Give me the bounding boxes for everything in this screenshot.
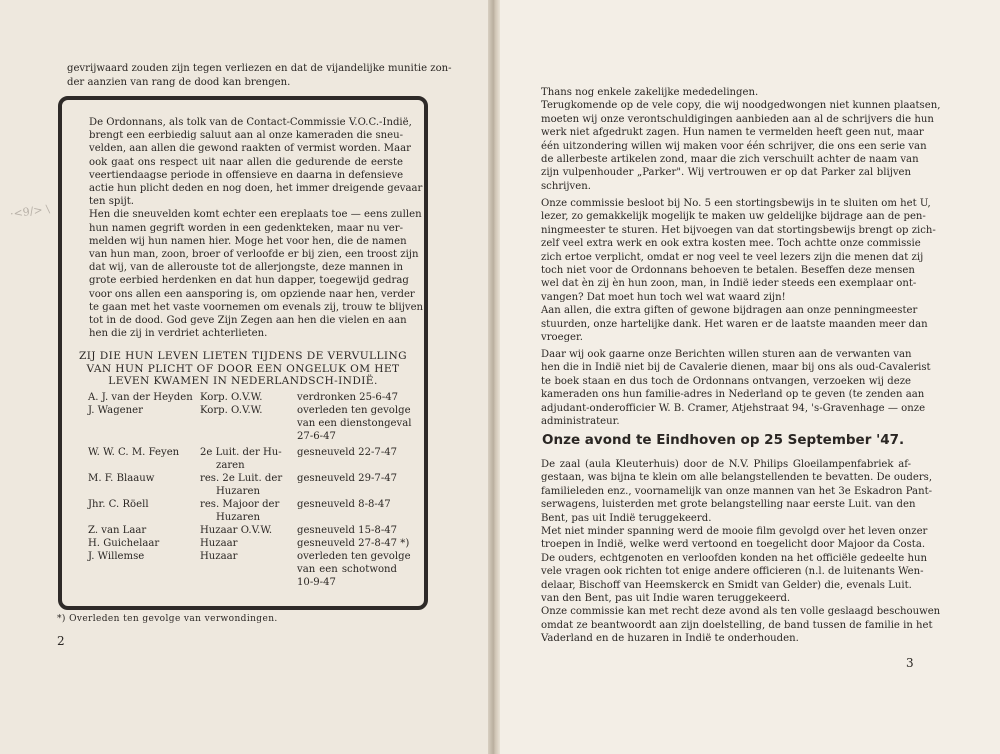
text-line: administrateur.: [541, 416, 620, 427]
text-line: delaar, Bischoff van Heemskerck en Smidt van Gelder) die, evenals Luit.: [541, 579, 912, 591]
fallen-name: M. F. Blaauw: [88, 473, 155, 484]
fallen-name: Jhr. C. Röell: [88, 499, 149, 510]
fallen-name: Z. van Laar: [88, 525, 147, 536]
text-line: familieleden enz., voornamelijk van onze mannen van het 3e Eskadron Pant-: [541, 485, 933, 497]
text-line: hen die in Indië niet bij de Cavalerie dienen, maar bij ons als oud-Cavalerist: [541, 362, 931, 374]
fallen-name: A. J. van der Heyden: [88, 392, 193, 403]
text-line: hen die zij in verdriet achterlieten.: [89, 328, 268, 340]
fallen-rank: Korp. O.V.W.: [200, 392, 263, 403]
text-line: brengt een eerbiedig saluut aan al onze kameraden die sneu-: [89, 130, 404, 142]
fallen-rank: Huzaren: [216, 486, 260, 498]
text-line: De Ordonnans, als tolk van de Contact-Commissie V.O.C.-Indië,: [89, 117, 412, 128]
fallen-rank: res. Majoor der: [200, 499, 280, 510]
text-line: van den Bent, pas uit Indie waren teruggekeerd.: [541, 593, 791, 604]
text-line: één uitzondering willen wij maken voor één schrijver, die ons een serie van: [541, 140, 927, 152]
text-line: werk niet afgedrukt zagen. Hun namen te vermelden heeft geen nut, maar: [541, 127, 924, 139]
text-line: vroeger.: [541, 332, 583, 343]
fallen-rank: 2e Luit. der Hu-: [200, 447, 282, 458]
text-line: gevrijwaard zouden zijn tegen verliezen en dat de vijandelijke munitie zon-: [67, 63, 452, 74]
text-line: Terugkomende op de vele copy, die wij noodgedwongen niet kunnen plaatsen,: [541, 100, 941, 112]
fallen-rank: Korp. O.V.W.: [200, 405, 263, 416]
text-line: tot in de dood. God geve Zijn Zegen aan hen die vielen en aan: [89, 315, 407, 326]
text-line: zich ertoe verplicht, omdat er nog veel te veel lezers zijn die menen dat zij: [541, 251, 924, 263]
fallen-fate: van een dienstongeval: [297, 418, 412, 430]
text-line: stuurden, onze hartelijke dank. Het waren er de laatste maanden meer dan: [541, 318, 928, 330]
fallen-fate: gesneuveld 27-8-47 *): [297, 538, 410, 549]
footnote: *) Overleden ten gevolge van verwondingen.: [57, 614, 278, 624]
text-line: zijn vulpenhouder „Parker". Wij vertrouwen er op dat Parker zal blijven: [541, 167, 911, 179]
fallen-fate: overleden ten gevolge: [297, 551, 411, 562]
fallen-rank: Huzaar O.V.W.: [200, 525, 273, 536]
text-line: Met niet minder spanning werd de mooie film gevolgd over het leven onzer: [541, 526, 928, 537]
fallen-fate: overleden ten gevolge: [297, 405, 411, 416]
text-line: veertiendaagse periode in offensieve en daarna in defensieve: [89, 169, 404, 181]
text-line: vangen? Dat moet hun toch wel wat waard zijn!: [541, 291, 786, 303]
text-line: omdat ze beantwoordt aan zijn doelstelling, de band tussen de familie in het: [541, 619, 933, 631]
fallen-fate: 27-6-47: [297, 431, 336, 443]
text-line: hun namen gegrift worden in een gedenkteken, maar nu ver-: [89, 222, 403, 234]
text-line: troepen in Indië, welke werd vertoond en toegelicht door Majoor da Costa.: [541, 539, 926, 551]
text-line: Onze commissie besloot bij No. 5 een stortingsbewijs in te sluiten om het U,: [541, 198, 931, 209]
fallen-rank: Huzaren: [216, 512, 260, 524]
text-line: wel dat èn zij èn hun zoon, man, in Indië ieder steeds een exemplaar ont-: [541, 278, 917, 290]
text-line: ningmeester te sturen. Het bijvoegen van dat stortingsbewijs brengt op zich-: [541, 224, 936, 236]
memorial-heading-line: VAN HUN PLICHT OF DOOR EEN ONGELUK OM HET: [86, 362, 400, 375]
text-line: Aan allen, die extra giften of gewone bijdragen aan onze penningmeester: [541, 305, 918, 317]
text-line: Bent, pas uit Indië teruggekeerd.: [541, 512, 712, 524]
text-line: te boek staan en dus toch de Ordonnans ontvangen, verzoeken wij deze: [541, 375, 911, 387]
text-line: serwagens, luisterden met grote belangstelling naar eerste Luit. van den: [541, 499, 916, 511]
text-line: dat wij, van de allerouste tot de allerjongste, deze mannen in: [89, 262, 403, 274]
fallen-name: W. W. C. M. Feyen: [88, 447, 180, 458]
fallen-rank: zaren: [216, 460, 245, 472]
text-line: van hun man, zoon, broer of verloofde er bij zien, een troost zijn: [89, 249, 419, 260]
text-line: Daar wij ook gaarne onze Berichten willen sturen aan de verwanten van: [541, 349, 912, 360]
fallen-fate: 10-9-47: [297, 577, 336, 589]
text-line: voor ons allen een aansporing is, om opziende naar hen, verder: [89, 288, 415, 300]
faint-stamp: ·<9/> \: [9, 202, 51, 221]
text-line: grote eerbied herdenken en dat hun dapper, toegewijd gedrag: [89, 275, 409, 287]
page-number-right: 3: [906, 656, 914, 670]
text-line: Vaderland en de huzaren in Indië te onderhouden.: [541, 633, 799, 645]
fallen-name: J. Wagener: [88, 405, 143, 416]
page-number-left: 2: [57, 634, 65, 648]
text-line: toch niet voor de Ordonnans behoeven te betalen. Beseffen deze mensen: [541, 265, 915, 276]
text-line: Thans nog enkele zakelijke mededelingen.: [541, 87, 759, 98]
fallen-fate: gesneuveld 15-8-47: [297, 525, 398, 536]
fallen-name: H. Guichelaar: [88, 538, 160, 549]
fallen-fate: gesneuveld 8-8-47: [297, 499, 391, 510]
fallen-rank: res. 2e Luit. der: [200, 473, 283, 484]
text-line: ook gaat ons respect uit naar allen die gedurende de eerste: [89, 156, 403, 168]
text-line: Onze commissie kan met recht deze avond als ten volle geslaagd beschouwen: [541, 606, 941, 618]
text-line: de allerbeste artikelen zond, maar die zich verschuilt achter de naam van: [541, 154, 919, 165]
text-line: zelf veel extra werk en ook extra kosten mee. Toch achtte onze commissie: [541, 238, 921, 250]
fallen-fate: van een schotwond: [297, 564, 397, 576]
fallen-rank: Huzaar: [200, 538, 238, 549]
text-line: velden, aan allen die gewond raakten of vermist worden. Maar: [89, 143, 411, 155]
fallen-name: J. Willemse: [88, 551, 145, 562]
text-line: ten spijt.: [89, 196, 135, 208]
text-line: lezer, zo gemakkelijk mogelijk te maken uw geldelijke bijdrage aan de pen-: [541, 211, 926, 223]
text-line: te gaan met het vaste voornemen om evenals zij, trouw te blijven: [89, 301, 424, 313]
text-line: moeten wij onze verontschuldigingen aanbieden aan al de schrijvers die hun: [541, 113, 934, 125]
text-line: De ouders, echtgenoten en verloofden konden na het officiële gedeelte hun: [541, 552, 927, 564]
memorial-heading-line: LEVEN KWAMEN IN NEDERLANDSCH-INDIË.: [108, 375, 378, 388]
text-line: Hen die sneuvelden komt echter een ereplaats toe — eens zullen: [89, 209, 422, 221]
book-spine: [488, 0, 500, 754]
text-line: De zaal (aula Kleuterhuis) door de N.V. Philips Gloeilampenfabriek af-: [541, 459, 911, 470]
fallen-rank: Huzaar: [200, 551, 238, 562]
fallen-fate: verdronken 25-6-47: [297, 392, 399, 403]
eindhoven-heading: Onze avond te Eindhoven op 25 September '47.: [542, 432, 905, 448]
fallen-fate: gesneuveld 29-7-47: [297, 473, 398, 484]
fallen-fate: gesneuveld 22-7-47: [297, 447, 398, 458]
text-line: adjudant-onderofficier W. B. Cramer, Atjehstraat 94, 's-Gravenhage — onze: [541, 402, 926, 414]
memorial-heading-line: ZIJ DIE HUN LEVEN LIETEN TIJDENS DE VERVULLING: [78, 350, 408, 362]
text-line: actie hun plicht deden en nog doen, het immer dreigende gevaar: [89, 183, 423, 194]
text-line: der aanzien van rang de dood kan brengen.: [67, 77, 291, 89]
text-line: schrijven.: [541, 180, 591, 192]
text-line: kameraden ons hun familie-adres in Nederland op te geven (te zenden aan: [541, 389, 925, 401]
text-line: gestaan, was bijna te klein om alle belangstellenden te bevatten. De ouders,: [541, 472, 933, 484]
text-line: melden wij hun namen hier. Moge het voor hen, die de namen: [89, 235, 407, 247]
text-line: vele vragen ook richten tot enige andere officieren (n.l. de luitenants Wen-: [541, 566, 924, 578]
